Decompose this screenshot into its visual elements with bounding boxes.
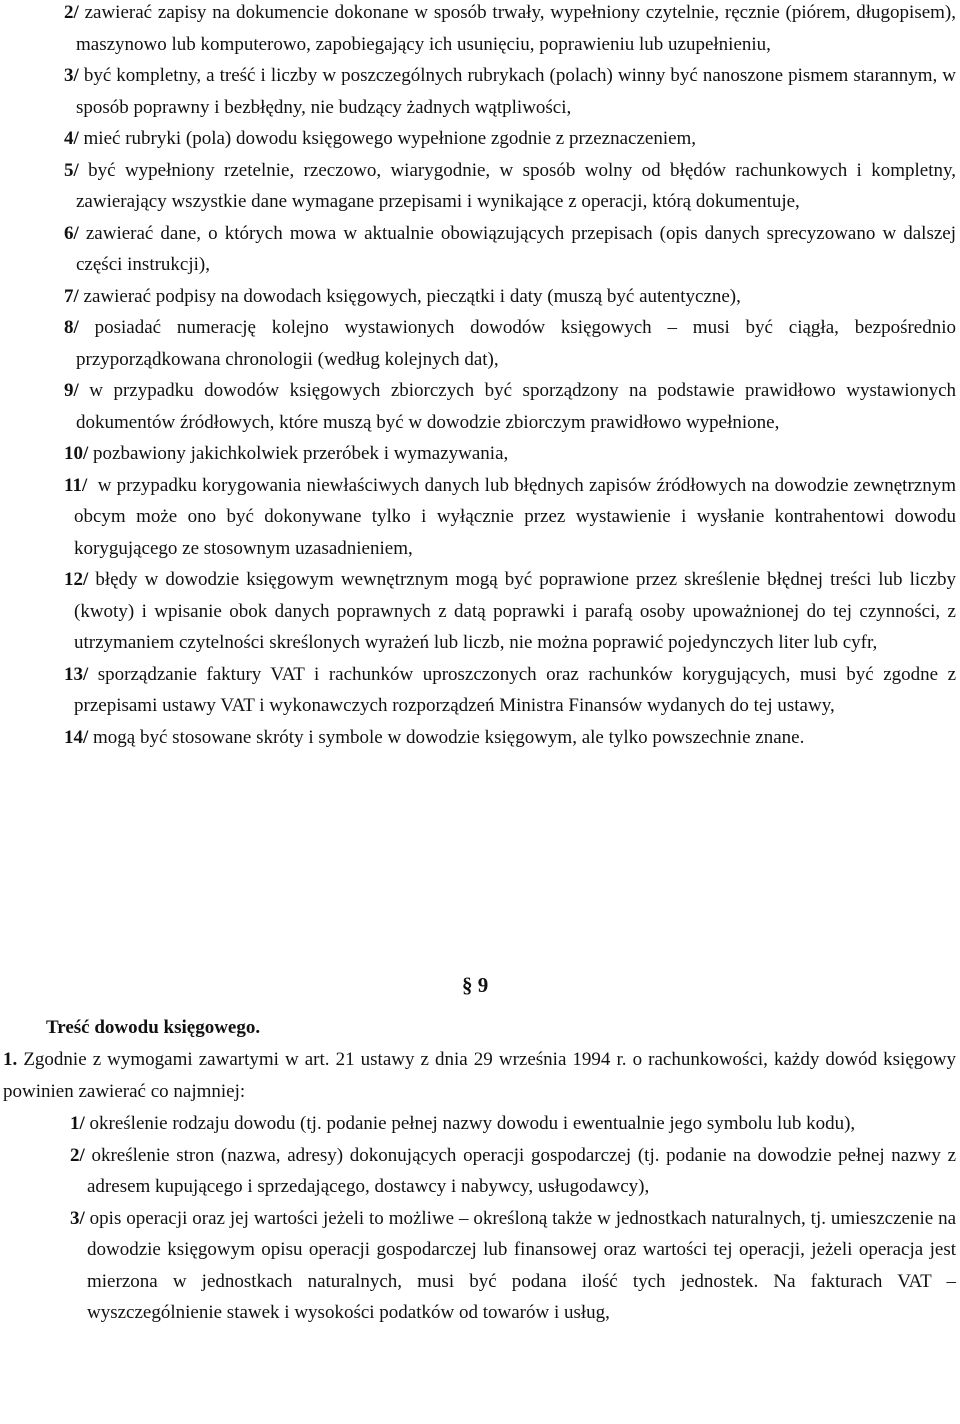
item-text: określenie stron (nazwa, adresy) dokonujących operacji gospodarczej (tj. podanie na dowodzie pełnej nazwy z adresem kupującego i sprzedającego, dostawcy i nabywcy, usługodawcy), — [87, 1144, 957, 1197]
item-text: być kompletny, a treść i liczby w poszczególnych rubrykach (polach) winny być nanoszone pismem starannym, w sposób poprawny i bezbłędny, nie budzący żadnych wątpliwości, — [76, 65, 956, 118]
list-item — [64, 155, 956, 218]
list-item — [64, 312, 956, 375]
item-number: 4/ — [64, 128, 79, 149]
section-intro — [3, 1044, 956, 1107]
intro-text: Zgodnie z wymogami zawartymi w art. 21 ustawy z dnia 29 września 1994 r. o rachunkowości, każdy dowód księgowy powinien zawierać co najmniej: — [3, 1049, 956, 1102]
item-text: zawierać zapisy na dokumencie dokonane w sposób trwały, wypełniony czytelnie, ręcznie (piórem, długopisem), maszynowo lub komputerowo, zapobiegający ich usunięciu, poprawieniu lub uzupełnieniu, — [76, 2, 957, 55]
item-text: pozbawiony jakichkolwiek przeróbek i wymazywania, — [93, 443, 509, 464]
item-number: 8/ — [64, 317, 79, 338]
intro-number: 1. — [3, 1049, 18, 1070]
item-number: 13/ — [64, 663, 89, 685]
item-text: zawierać dane, o których mowa w aktualnie obowiązujących przepisach (opis danych sprecyzowano w dalszej części instrukcji), — [76, 222, 956, 275]
requirements-list — [64, 0, 956, 753]
item-text: błędy w dowodzie księgowym wewnętrznym mogą być poprawione przez skreślenie błędnej treści lub liczby (kwoty) i wpisanie obok danych poprawnych z datą poprawki i parafą osoby upoważnionej do tej czynności, z utrzymaniem czytelności skreślonych wyrażeń lub liczb, nie można poprawić pojedynczych liter lub cyfr, — [74, 569, 957, 653]
list-item — [36, 438, 956, 470]
item-number: 5/ — [64, 159, 79, 181]
item-text: być wypełniony rzetelnie, rzeczowo, wiarygodnie, w sposób wolny od błędów rachunkowych i kompletny, zawierający wszystkie dane wymagane przepisami i wynikające z operacji, którą dokumentuje, — [76, 159, 956, 212]
list-item — [70, 1140, 956, 1203]
item-number: 7/ — [64, 285, 79, 307]
content-requirements-list — [70, 1108, 956, 1329]
list-item — [64, 564, 956, 659]
list-item — [64, 60, 956, 123]
list-item — [64, 470, 956, 565]
list-item — [64, 281, 956, 313]
item-number: 2/ — [70, 1144, 85, 1166]
item-text: sporządzanie faktury VAT i rachunków uproszczonych oraz rachunków korygujących, musi być zgodne z przepisami ustawy VAT i wykonawczych rozporządzeń Ministra Finansów wydanych do tej ustawy, — [74, 663, 956, 716]
list-item — [64, 375, 956, 438]
list-item — [70, 1108, 956, 1140]
item-text: zawierać podpisy na dowodach księgowych, pieczątki i daty (muszą być autentyczne), — [83, 285, 741, 307]
list-item — [70, 1203, 956, 1329]
section-title: Treść dowodu księgowego. — [46, 1017, 261, 1038]
item-text: określenie rodzaju dowodu (tj. podanie pełnej nazwy dowodu i ewentualnie jego symbolu lub kodu), — [89, 1113, 856, 1134]
section-number: § 9 — [462, 973, 489, 997]
item-number: 11/ — [64, 474, 88, 496]
item-number: 6/ — [64, 222, 79, 244]
item-text: mogą być stosowane skróty i symbole w dowodzie księgowym, ale tylko powszechnie znane. — [93, 726, 805, 748]
list-item — [64, 218, 956, 281]
item-number: 9/ — [64, 380, 79, 401]
list-item — [64, 722, 956, 754]
item-text: posiadać numerację kolejno wystawionych dowodów księgowych – musi być ciągła, bezpośrednio przyporządkowana chronologii (według kolejnych dat), — [76, 317, 956, 370]
item-number: 2/ — [64, 2, 79, 23]
item-text: mieć rubryki (pola) dowodu księgowego wypełnione zgodnie z przeznaczeniem, — [83, 128, 697, 149]
item-number: 3/ — [70, 1207, 85, 1229]
list-item — [64, 123, 956, 155]
item-number: 10/ — [64, 443, 89, 464]
item-text: opis operacji oraz jej wartości jeżeli to możliwe – określoną także w jednostkach naturalnych, tj. umieszczenie na dowodzie księgowym opisu operacji gospodarczej lub finansowej oraz wartości tej operacji, jeżeli operacja jest mierzona w jednostkach naturalnych, musi być podana ilość tych jednostek. Na fakturach VAT – wyszczególnienie stawek i wysokości podatków od towarów i usług, — [87, 1207, 956, 1323]
item-number: 1/ — [70, 1113, 85, 1134]
item-text: w przypadku dowodów księgowych zbiorczych być sporządzony na podstawie prawidłowo wystawionych dokumentów źródłowych, które muszą być w dowodzie zbiorczym prawidłowo wypełnione, — [76, 380, 956, 433]
item-number: 12/ — [64, 569, 89, 590]
item-number: 14/ — [64, 726, 89, 748]
item-text: w przypadku korygowania niewłaściwych danych lub błędnych zapisów źródłowych na dowodzie zewnętrznym obcym może ono być dokonywane tylko i wyłącznie przez wystawienie i wysłanie kontrahentowi dowodu korygującego ze stosownym uzasadnieniem, — [74, 474, 957, 559]
item-number: 3/ — [64, 65, 79, 86]
list-item — [64, 659, 956, 722]
list-item — [64, 0, 956, 60]
